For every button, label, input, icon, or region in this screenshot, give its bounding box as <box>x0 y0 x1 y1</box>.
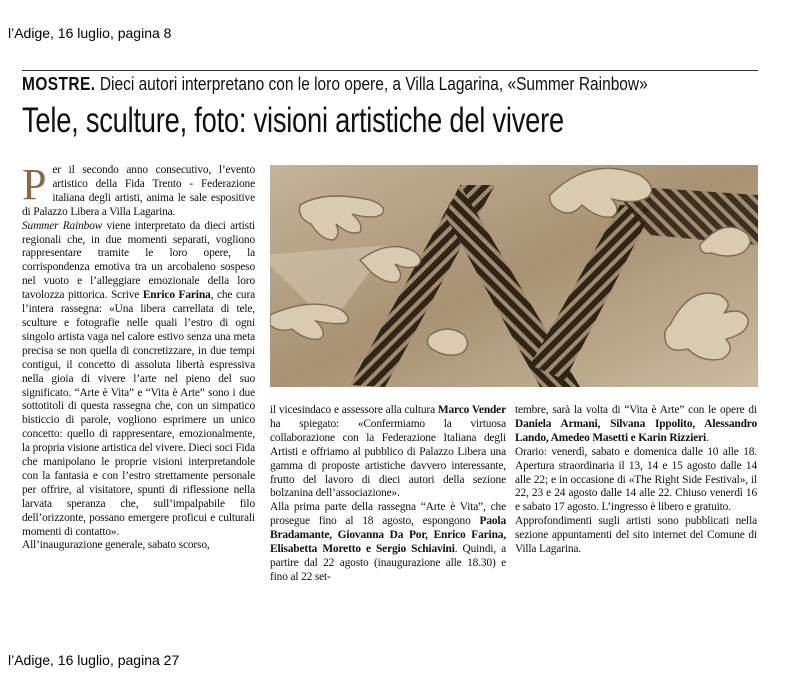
paragraph-vicesindaco: il vicesindaco e assessore alla cultura Marco Vender ha spiegato: «Confermiamo la virtuosa collaborazione con la Federazione Italiana degli Artisti e offriamo al pubblico di Palazzo Libera una gamma di proposte artistiche davvero interessante, frutto del lavoro di dieci autori della sezione bolzanina dell’associazione». <box>270 404 506 500</box>
kicker-text: Dieci autori interpretano con le loro opere, a Villa Lagarina, «Summer Rainbow» <box>99 74 648 94</box>
first-part-artists: Paola Bradamante, Giovanna Da Por, Enrico Farina, Elisabetta Moretto e Sergio Schiavini <box>270 515 506 556</box>
article-headline: Tele, sculture, foto: visioni artistiche del vivere <box>22 101 564 140</box>
paragraph-second-part: tembre, sarà la volta di “Vita è Arte” con le opere di Daniela Armani, Silvana Ippolito, Alessandro Lando, Amedeo Masetti e Karin Rizzieri. <box>515 404 757 444</box>
paragraph-description: Summer Rainbow viene interpretato da dieci artisti regionali che, in due momenti separati, vogliono rappresentare tramite le loro opere, la corrispondenza emotiva tra un arcobaleno sospeso nel vuoto e l’alleggiare emozionale della loro tavolozza pittorica. Scrive Enrico Farina, che cura l’intera rassegna: «Una libera carrellata di tele, sculture e fotografie nelle quali l’estro di ogni singolo artista vaga nel calore estivo senza una meta precisa se non quella di concretizzare, in due tempi contigui, il concetto di assoluta libertà espressiva nella gioia di vivere l’arte nel pieno del suo significato. “Arte è Vita” e “Vita è Arte” sono i due sottotitoli di questa rassegna che, con un simpatico bisticcio di parole, vogliono esprimere un unico concetto: quello di rappresentare, emozionalmente, la propria visione artistica del vivere. Dieci soci Fida che manipolano le proprie visioni interpretandole con la fantasia e con l’estro strettamente personale per offrire, al visitatore, spunti di riflessione nella larvata speranza che, sull’impalpabile filo dell’orizzonte, possano emergere proficui e culturali momenti di contatto». <box>22 219 255 538</box>
article-kicker <box>22 74 648 95</box>
paragraph-intro: Per il secondo anno consecutivo, l’evento artistico della Fida Trento - Federazione italiana degli artisti, anima le sale espositive di Palazzo Libera a Villa Lagarina. <box>22 160 255 218</box>
page-caption-bottom: l’Adige, 16 luglio, pagina 27 <box>8 652 180 668</box>
sculpture-illustration <box>270 165 758 387</box>
sculpture-photo <box>270 165 758 387</box>
drop-cap: P <box>22 160 47 209</box>
paragraph-inauguration: All’inaugurazione generale, sabato scorso, <box>22 539 210 552</box>
paragraph-first-part: Alla prima parte della rassegna “Arte è Vita”, che prosegue fino al 18 agosto, espongono Paola Bradamante, Giovanna Da Por, Enrico Farina, Elisabetta Moretto e Sergio Schiavini. Quindi, a partire dal 22 agosto (inaugurazione alle 18.30) e fino al 22 set- <box>270 501 506 583</box>
second-part-artists: Daniela Armani, Silvana Ippolito, Alessandro Lando, Amedeo Masetti e Karin Rizzieri <box>515 417 757 444</box>
article-column-1 <box>22 160 255 553</box>
header-rule <box>22 70 758 71</box>
curator-name: Enrico Farina <box>142 289 211 302</box>
paragraph-opening-hours: Orario: venerdì, sabato e domenica dalle 10 alle 18. Apertura straordinaria il 13, 14 e 15 agosto dalle 14 alle 22; e in occasione di «The Right Side Festival», il 22, 23 e 24 agosto dalle 14 alle 22. Chiuso venerdì 16 e sabato 17 agosto. L’ingresso è libero e gratuito. <box>515 445 757 514</box>
kicker-label: MOSTRE. <box>22 74 96 94</box>
page-caption-top: l’Adige, 16 luglio, pagina 8 <box>8 25 172 41</box>
assessor-name: Marco Vender <box>437 404 506 416</box>
article-column-3 <box>515 404 757 557</box>
article-column-2 <box>270 404 506 585</box>
paragraph-more-info: Approfondimenti sugli artisti sono pubblicati nella sezione appuntamenti del sito internet del Comune di Villa Lagarina. <box>515 515 757 556</box>
event-name: Summer Rainbow <box>22 219 103 232</box>
